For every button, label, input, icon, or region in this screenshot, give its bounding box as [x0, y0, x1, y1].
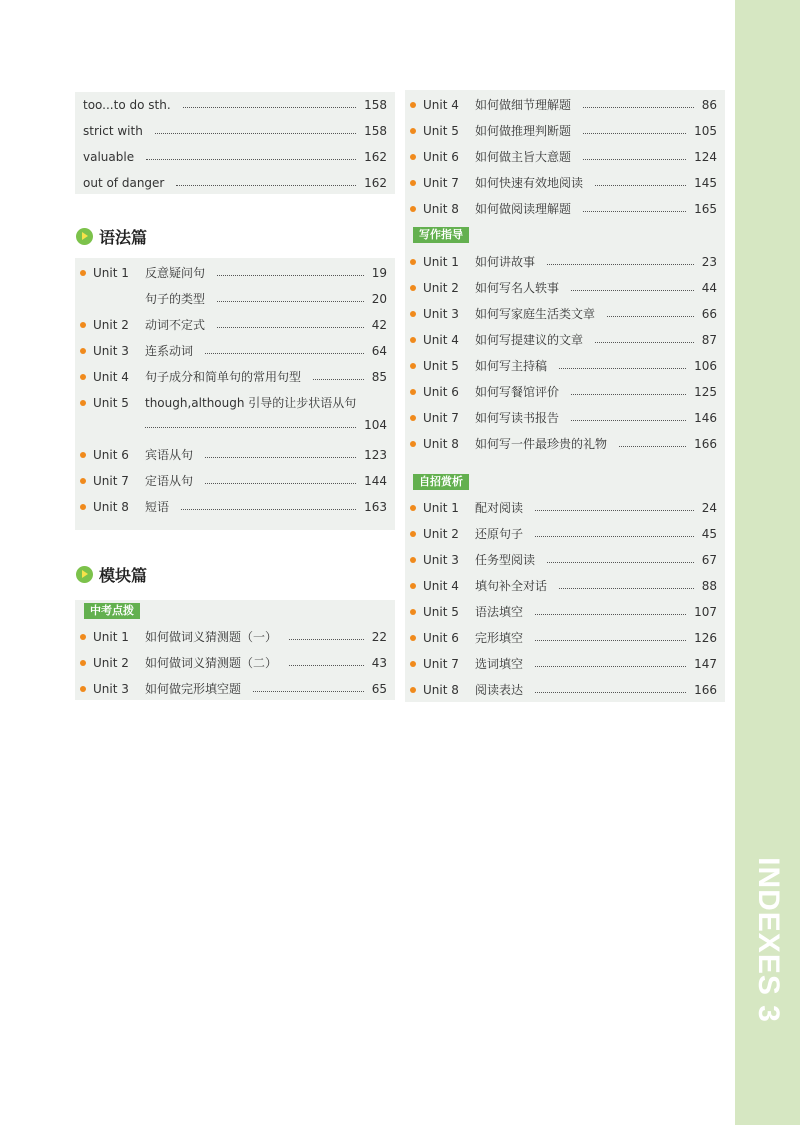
entry-title: 阅读表达 — [475, 683, 524, 697]
page-number: 165 — [694, 202, 717, 216]
index-row — [75, 392, 395, 436]
unit-label: Unit 8 — [93, 500, 129, 514]
entry-title: 如何做推理判断题 — [475, 124, 572, 138]
entry-title: 连系动词 — [145, 344, 194, 358]
unit-label: Unit 3 — [423, 553, 459, 567]
unit-label: Unit 5 — [423, 124, 459, 138]
dot-leader — [289, 665, 364, 666]
dot-leader — [217, 301, 364, 302]
bullet-dot — [80, 660, 86, 666]
entry-title: though,although 引导的让步状语从句 — [145, 396, 357, 410]
bullet-dot — [410, 415, 416, 421]
unit-label: Unit 3 — [93, 682, 129, 696]
dot-leader — [535, 692, 686, 693]
unit-label: Unit 1 — [93, 266, 129, 280]
unit-label: Unit 6 — [423, 150, 459, 164]
page-number: 43 — [371, 656, 387, 670]
tag-writing: 写作指导 — [413, 227, 469, 243]
index-row — [405, 497, 725, 519]
entry-title: 如何讲故事 — [475, 255, 536, 269]
unit-label: Unit 8 — [423, 437, 459, 451]
index-row — [405, 575, 725, 597]
entry-title: 还原句子 — [475, 527, 524, 541]
entry-title: 如何写主持稿 — [475, 359, 548, 373]
entry-title: 如何做词义猜测题（一） — [145, 630, 278, 644]
dot-leader — [571, 394, 686, 395]
bullet-dot — [410, 363, 416, 369]
entry-title: valuable — [83, 150, 135, 164]
unit-label: Unit 7 — [423, 176, 459, 190]
index-row — [405, 679, 725, 701]
entry-title: 宾语从句 — [145, 448, 194, 462]
index-row — [75, 288, 395, 310]
bullet-dot — [410, 337, 416, 343]
unit-label: Unit 4 — [423, 579, 459, 593]
entry-title: too...to do sth. — [83, 98, 171, 112]
page-number: 44 — [701, 281, 717, 295]
entry-title: 如何做细节理解题 — [475, 98, 572, 112]
unit-label: Unit 1 — [93, 630, 129, 644]
entry-title: 如何做完形填空题 — [145, 682, 242, 696]
bullet-dot — [410, 154, 416, 160]
bullet-dot — [80, 452, 86, 458]
page-number: 162 — [364, 150, 387, 164]
dot-leader — [205, 353, 364, 354]
index-row — [75, 470, 395, 492]
unit-label: Unit 8 — [423, 683, 459, 697]
bullet-dot — [410, 389, 416, 395]
bullet-dot — [410, 609, 416, 615]
dot-leader — [289, 639, 364, 640]
index-row — [405, 172, 725, 194]
page-number: 163 — [364, 500, 387, 514]
dot-leader — [547, 562, 694, 563]
page-number: 123 — [364, 448, 387, 462]
tag-zhongkao: 中考点拨 — [84, 603, 140, 619]
bullet-dot — [410, 206, 416, 212]
bullet-dot — [410, 285, 416, 291]
indexes-label — [735, 820, 800, 1060]
index-row — [405, 277, 725, 299]
indexes-text: INDEXES 3 — [751, 857, 785, 1023]
unit-label: Unit 7 — [93, 474, 129, 488]
dot-leader — [571, 420, 686, 421]
entry-title: 如何做词义猜测题（二） — [145, 656, 278, 670]
bullet-dot — [80, 322, 86, 328]
page-number: 145 — [694, 176, 717, 190]
bullet-dot — [80, 478, 86, 484]
page-number: 147 — [694, 657, 717, 671]
index-row — [405, 355, 725, 377]
page-number: 42 — [371, 318, 387, 332]
page-number: 146 — [694, 411, 717, 425]
unit-label: Unit 2 — [93, 656, 129, 670]
dot-leader — [583, 211, 686, 212]
entry-title: 任务型阅读 — [475, 553, 536, 567]
dot-leader — [205, 457, 356, 458]
page-number: 124 — [694, 150, 717, 164]
index-row — [75, 120, 395, 142]
entry-title: 选词填空 — [475, 657, 524, 671]
index-row — [405, 381, 725, 403]
unit-label: Unit 1 — [423, 255, 459, 269]
dot-leader — [217, 327, 364, 328]
index-row — [405, 523, 725, 545]
bullet-dot — [80, 270, 86, 276]
page-number: 45 — [701, 527, 717, 541]
page-number: 66 — [701, 307, 717, 321]
page-number: 162 — [364, 176, 387, 190]
dot-leader — [619, 446, 686, 447]
unit-label: Unit 5 — [423, 605, 459, 619]
dot-leader — [183, 107, 356, 108]
page-number: 106 — [694, 359, 717, 373]
bullet-dot — [80, 348, 86, 354]
grammar-heading — [76, 224, 147, 248]
page-number: 144 — [364, 474, 387, 488]
page-number: 22 — [371, 630, 387, 644]
entry-title: 如何做主旨大意题 — [475, 150, 572, 164]
page-number: 107 — [694, 605, 717, 619]
index-row — [75, 678, 395, 700]
unit-label: Unit 2 — [93, 318, 129, 332]
index-row — [75, 314, 395, 336]
page-number: 19 — [371, 266, 387, 280]
page-number: 88 — [701, 579, 717, 593]
entry-title: 短语 — [145, 500, 170, 514]
page-number: 87 — [701, 333, 717, 347]
dot-leader — [205, 483, 356, 484]
bullet-dot — [410, 531, 416, 537]
page-number: 23 — [701, 255, 717, 269]
dot-leader — [146, 159, 356, 160]
index-row — [75, 366, 395, 388]
unit-label: Unit 6 — [423, 385, 459, 399]
tag-selfrecruit: 自招赏析 — [413, 474, 469, 490]
unit-label: Unit 5 — [423, 359, 459, 373]
entry-title: 如何写名人轶事 — [475, 281, 560, 295]
dot-leader — [559, 588, 694, 589]
index-row — [75, 444, 395, 466]
entry-title: strict with — [83, 124, 143, 138]
bullet-dot — [80, 504, 86, 510]
unit-label: Unit 6 — [423, 631, 459, 645]
entry-title: 如何做阅读理解题 — [475, 202, 572, 216]
index-row — [405, 433, 725, 455]
entry-title: 配对阅读 — [475, 501, 524, 515]
index-row — [75, 94, 395, 116]
page-number: 166 — [694, 683, 717, 697]
entry-title: 如何写家庭生活类文章 — [475, 307, 596, 321]
unit-label: Unit 1 — [423, 501, 459, 515]
unit-label: Unit 4 — [93, 370, 129, 384]
page-number: 24 — [701, 501, 717, 515]
bullet-dot — [410, 687, 416, 693]
dot-leader — [535, 510, 694, 511]
page-number: 105 — [694, 124, 717, 138]
entry-title: 如何写读书报告 — [475, 411, 560, 425]
dot-leader — [547, 264, 694, 265]
unit-label: Unit 4 — [423, 333, 459, 347]
page-number: 20 — [371, 292, 387, 306]
unit-label: Unit 6 — [93, 448, 129, 462]
index-row — [405, 653, 725, 675]
bullet-dot — [80, 374, 86, 380]
page-number: 104 — [364, 418, 387, 432]
index-row — [75, 146, 395, 168]
dot-leader — [607, 316, 694, 317]
unit-label: Unit 3 — [423, 307, 459, 321]
grammar-heading-text: 语法篇 — [99, 227, 148, 247]
page-number: 65 — [371, 682, 387, 696]
entry-title: 句子的类型 — [145, 292, 206, 306]
bullet-dot — [410, 102, 416, 108]
bullet-dot — [410, 557, 416, 563]
page-number: 86 — [701, 98, 717, 112]
bullet-dot — [410, 259, 416, 265]
arrow-right-icon — [76, 566, 93, 583]
module-heading — [76, 562, 147, 586]
index-row — [405, 251, 725, 273]
page-number: 64 — [371, 344, 387, 358]
dot-leader — [559, 368, 686, 369]
entry-title: 句子成分和简单句的常用句型 — [145, 370, 302, 384]
index-row — [405, 549, 725, 571]
entry-title: out of danger — [83, 176, 165, 190]
entry-title: 如何写餐馆评价 — [475, 385, 560, 399]
index-row — [75, 626, 395, 648]
index-row — [405, 407, 725, 429]
index-row — [75, 172, 395, 194]
unit-label: Unit 7 — [423, 411, 459, 425]
bullet-dot — [80, 634, 86, 640]
dot-leader — [176, 185, 356, 186]
bullet-dot — [410, 311, 416, 317]
bullet-dot — [410, 505, 416, 511]
entry-title: 语法填空 — [475, 605, 524, 619]
dot-leader — [535, 666, 686, 667]
entry-title: 动词不定式 — [145, 318, 206, 332]
dot-leader — [535, 536, 694, 537]
entry-title: 填句补全对话 — [475, 579, 548, 593]
entry-title: 完形填空 — [475, 631, 524, 645]
unit-label: Unit 4 — [423, 98, 459, 112]
page-number: 166 — [694, 437, 717, 451]
page-number: 85 — [371, 370, 387, 384]
index-row — [405, 94, 725, 116]
entry-title: 反意疑问句 — [145, 266, 206, 280]
bullet-dot — [410, 635, 416, 641]
dot-leader — [217, 275, 364, 276]
index-row — [405, 146, 725, 168]
dot-leader — [583, 133, 686, 134]
dot-leader — [535, 640, 686, 641]
dot-leader — [313, 379, 364, 380]
module-heading-text: 模块篇 — [99, 565, 148, 585]
bullet-dot — [410, 128, 416, 134]
dot-leader — [253, 691, 364, 692]
bullet-dot — [410, 441, 416, 447]
index-row — [405, 329, 725, 351]
bullet-dot — [410, 583, 416, 589]
bullet-dot — [80, 686, 86, 692]
page-number: 125 — [694, 385, 717, 399]
unit-label: Unit 3 — [93, 344, 129, 358]
dot-leader — [595, 185, 686, 186]
index-row — [405, 627, 725, 649]
dot-leader — [181, 509, 356, 510]
index-row — [75, 262, 395, 284]
entry-title: 如何快速有效地阅读 — [475, 176, 584, 190]
index-row — [405, 120, 725, 142]
index-row — [405, 303, 725, 325]
page-number: 158 — [364, 124, 387, 138]
entry-title: 定语从句 — [145, 474, 194, 488]
index-row — [75, 496, 395, 518]
unit-label: Unit 7 — [423, 657, 459, 671]
arrow-right-icon — [76, 228, 93, 245]
page-number: 126 — [694, 631, 717, 645]
bullet-dot — [80, 400, 86, 406]
unit-label: Unit 2 — [423, 527, 459, 541]
dot-leader — [155, 133, 356, 134]
unit-label: Unit 2 — [423, 281, 459, 295]
dot-leader — [145, 427, 356, 428]
entry-title: 如何写提建议的文章 — [475, 333, 584, 347]
unit-label: Unit 5 — [93, 396, 129, 410]
unit-label: Unit 8 — [423, 202, 459, 216]
bullet-dot — [410, 180, 416, 186]
dot-leader — [535, 614, 686, 615]
dot-leader — [583, 159, 686, 160]
dot-leader — [595, 342, 694, 343]
dot-leader — [571, 290, 694, 291]
page-number: 158 — [364, 98, 387, 112]
index-row — [75, 652, 395, 674]
index-row — [75, 340, 395, 362]
bullet-dot — [410, 661, 416, 667]
dot-leader — [583, 107, 694, 108]
index-row — [405, 601, 725, 623]
page-number: 67 — [701, 553, 717, 567]
entry-title: 如何写一件最珍贵的礼物 — [475, 437, 608, 451]
index-row — [405, 198, 725, 220]
